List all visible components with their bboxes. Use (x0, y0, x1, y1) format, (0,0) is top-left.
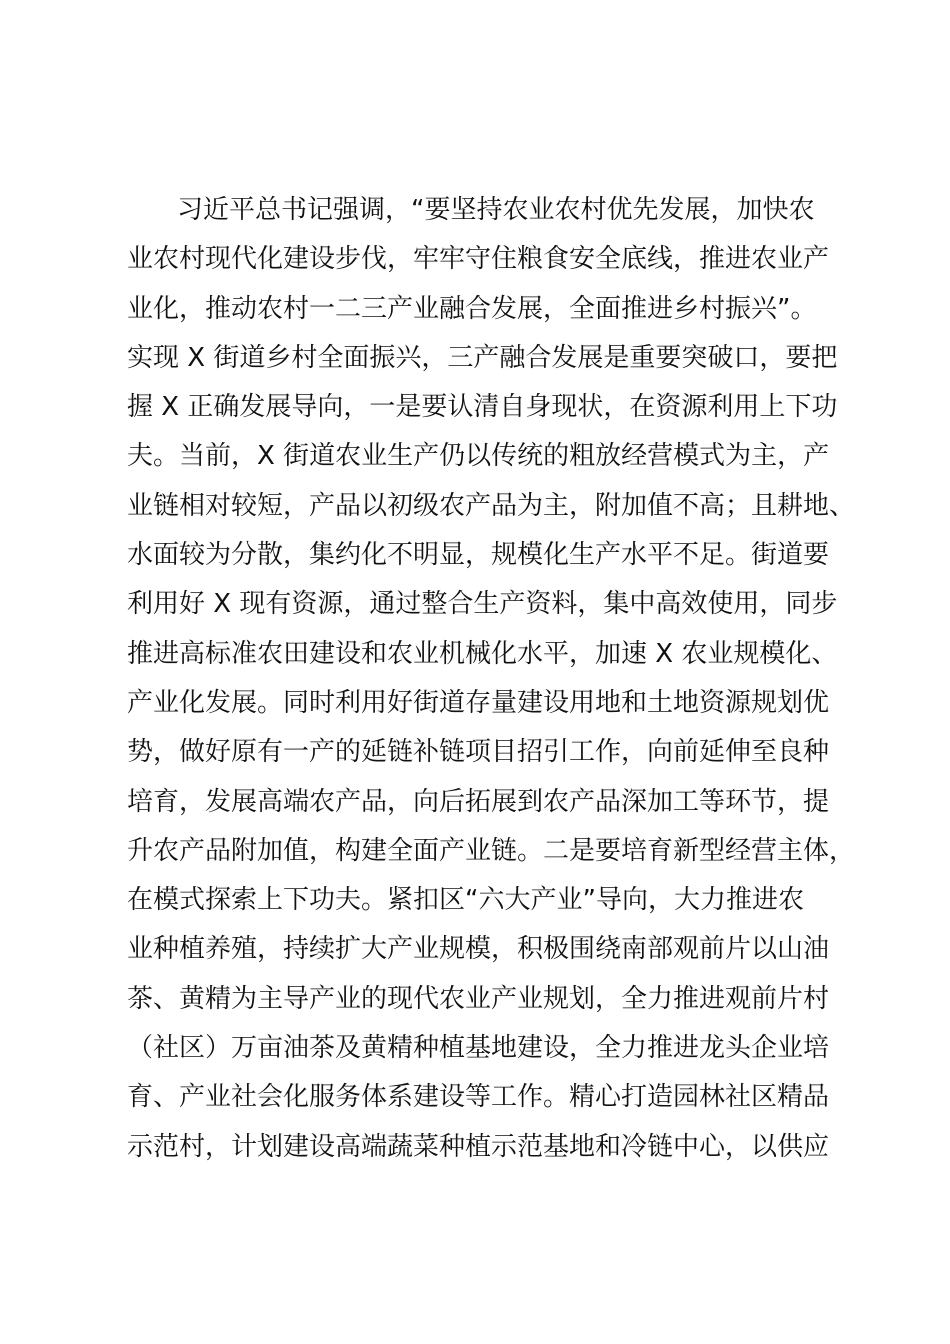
text-line: 势，做好原有一产的延链补链项目招引工作，向前延伸至良种 (127, 737, 830, 768)
text-line: 示范村，计划建设高端蔬菜种植示范基地和冷链中心，以供应 (127, 1131, 830, 1162)
text-line: 产业化发展。同时利用好街道存量建设用地和土地资源规划优 (127, 687, 830, 718)
text-line: 推进高标准农田建设和农业机械化水平，加速 X 农业规模化、 (127, 638, 838, 669)
text-line: 习近平总书记强调，“要坚持农业农村优先发展，加快农 (177, 195, 815, 225)
text-line: 升农产品附加值，构建全面产业链。二是要培育新型经营主体， (127, 835, 856, 866)
text-line: 夫。当前，X 街道农业生产仍以传统的粗放经营模式为主，产 (127, 441, 830, 472)
body-paragraph (127, 186, 857, 1172)
text-line: 茶、黄精为主导产业的现代农业产业规划，全力推进观前片村 (127, 983, 830, 1014)
text-line: 培育，发展高端农产品，向后拓展到农产品深加工等环节，提 (127, 786, 830, 817)
text-line: 水面较为分散，集约化不明显，规模化生产水平不足。街道要 (127, 540, 830, 571)
text-line: 业链相对较短，产品以初级农产品为主，附加值不高；且耕地、 (127, 490, 856, 521)
text-line: 握 X 正确发展导向，一是要认清自身现状，在资源利用上下功 (127, 392, 838, 423)
text-line: 业农村现代化建设步伐，牢牢守住粮食安全底线，推进农业产 (127, 244, 830, 275)
text-line: 业种植养殖，持续扩大产业规模，积极围绕南部观前片以山油 (127, 934, 830, 965)
text-line: 育、产业社会化服务体系建设等工作。精心打造园林社区精品 (127, 1082, 830, 1113)
text-line: （社区）万亩油茶及黄精种植基地建设，全力推进龙头企业培 (127, 1033, 830, 1064)
text-line: 实现 X 街道乡村全面振兴，三产融合发展是重要突破口，要把 (127, 342, 838, 373)
text-line: 在模式探索上下功夫。紧扣区“六大产业”导向，大力推进农 (127, 885, 804, 916)
text-line: 利用好 X 现有资源，通过整合生产资料，集中高效使用，同步 (127, 589, 838, 620)
text-line: 业化，推动农村一二三产业融合发展，全面推进乡村振兴”。 (127, 293, 817, 324)
